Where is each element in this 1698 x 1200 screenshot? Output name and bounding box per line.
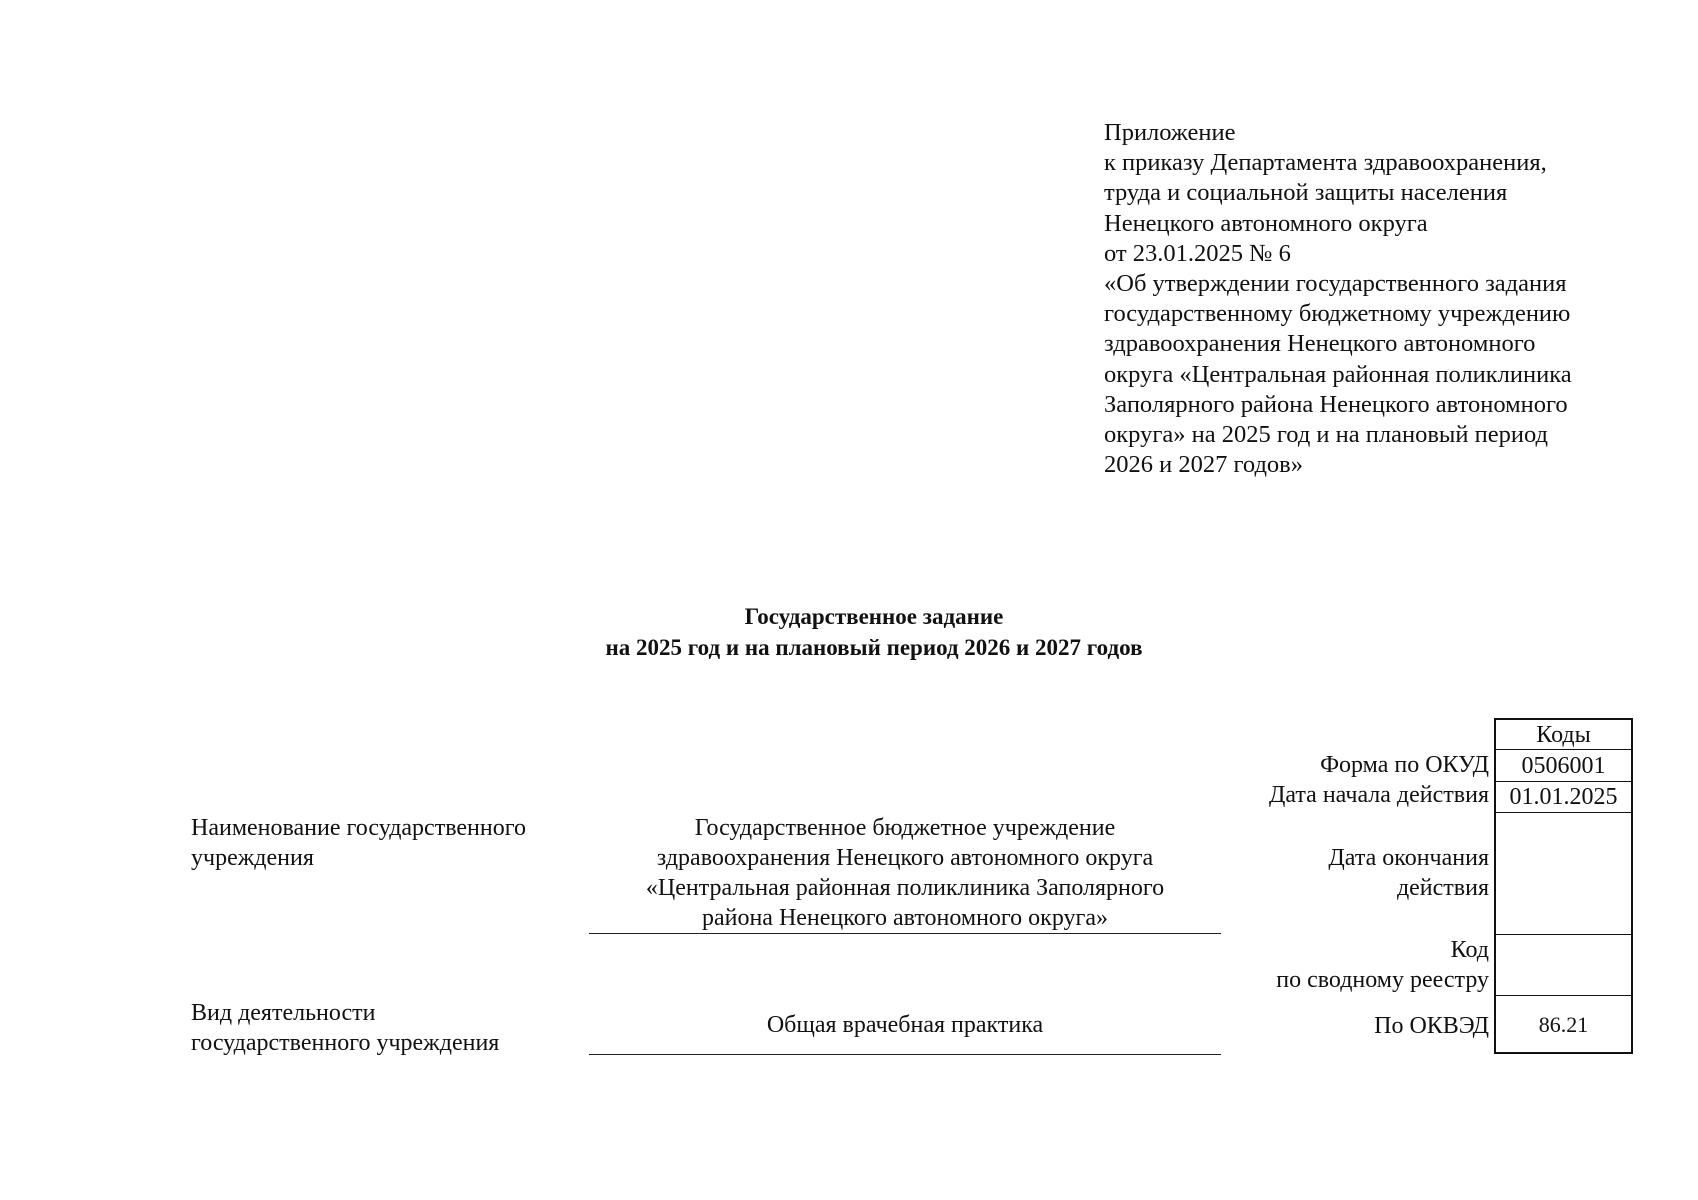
end-date-label-line-2: действия xyxy=(1396,875,1489,901)
activity-underline xyxy=(589,1054,1221,1055)
registry-code-label-line-2: по сводному реестру xyxy=(1276,967,1489,993)
appendix-line: Приложение xyxy=(1104,119,1236,146)
registry-code-label-line-1: Код xyxy=(1450,937,1489,963)
appendix-header xyxy=(1104,118,1684,480)
institution-label xyxy=(191,813,526,873)
document-title xyxy=(0,601,1698,663)
registry-code-label xyxy=(1276,935,1489,995)
title-line-2: на 2025 год и на плановый период 2026 и 2027 годов xyxy=(605,635,1143,660)
okud-code-value: 0506001 xyxy=(1521,753,1606,779)
codes-table xyxy=(1494,718,1633,1054)
activity-value: Общая врачебная практика xyxy=(766,1012,1044,1038)
appendix-line: Ненецкого автономного округа xyxy=(1104,209,1428,237)
institution-name-line: Государственное бюджетное учреждение xyxy=(694,815,1116,841)
institution-label-line-2: учреждения xyxy=(191,845,314,871)
institution-name-line: района Ненецкого автономного округа» xyxy=(701,905,1109,931)
appendix-line: от 23.01.2025 № 6 xyxy=(1104,239,1291,267)
activity-label-line-2: государственного учреждения xyxy=(191,1030,500,1056)
okud-label: Форма по ОКУД xyxy=(1320,752,1489,778)
appendix-line: труда и социальной защиты населения xyxy=(1104,179,1508,207)
appendix-line: здравоохранения Ненецкого автономного xyxy=(1104,330,1536,358)
start-date-value: 01.01.2025 xyxy=(1509,784,1618,810)
codes-divider xyxy=(1496,749,1631,750)
codes-divider xyxy=(1496,995,1631,996)
activity-label xyxy=(191,998,499,1058)
codes-divider xyxy=(1496,812,1631,813)
codes-header: Коды xyxy=(1536,722,1591,748)
activity-label-line-1: Вид деятельности xyxy=(191,1000,376,1026)
appendix-line: государственному бюджетному учреждению xyxy=(1104,300,1571,328)
institution-label-line-1: Наименование государственного xyxy=(191,815,526,841)
institution-name-line: «Центральная районная поликлиника Заполярного xyxy=(645,875,1165,901)
end-date-label xyxy=(1328,843,1489,903)
appendix-line: 2026 и 2027 годов» xyxy=(1104,451,1304,479)
title-line-1: Государственное задание xyxy=(744,604,1004,629)
institution-name xyxy=(587,813,1223,933)
okved-label: По ОКВЭД xyxy=(1374,1013,1489,1039)
institution-underline xyxy=(589,933,1221,934)
appendix-line: округа» на 2025 год и на плановый период xyxy=(1104,421,1548,449)
appendix-line: Заполярного района Ненецкого автономного xyxy=(1104,390,1568,418)
end-date-label-line-1: Дата окончания xyxy=(1328,845,1489,871)
codes-divider xyxy=(1496,934,1631,935)
appendix-line: округа «Центральная районная поликлиника xyxy=(1104,360,1572,388)
institution-name-line: здравоохранения Ненецкого автономного округа xyxy=(656,845,1154,871)
start-date-label: Дата начала действия xyxy=(1269,782,1489,808)
okved-code-value: 86.21 xyxy=(1538,1012,1589,1037)
appendix-line: к приказу Департамента здравоохранения, xyxy=(1104,149,1547,177)
appendix-line: «Об утверждении государственного задания xyxy=(1104,270,1567,298)
